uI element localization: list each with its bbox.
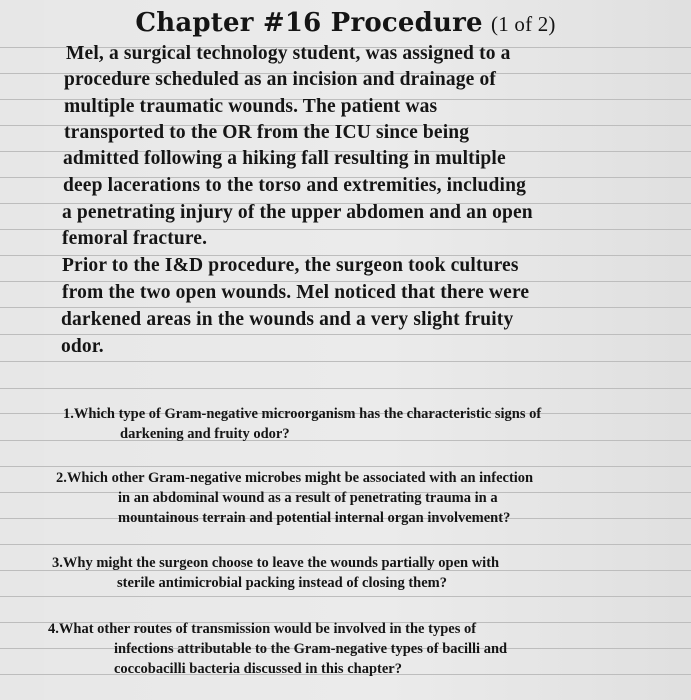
question-number: 3. xyxy=(52,555,63,571)
question-text-line: coccobacilli bacteria discussed in this chapter? xyxy=(114,661,402,677)
question-number: 4. xyxy=(48,621,59,637)
ruled-line xyxy=(0,466,691,467)
question-number: 2. xyxy=(56,470,67,486)
scenario-line: procedure scheduled as an incision and drainage of xyxy=(64,69,497,90)
scenario-line: multiple traumatic wounds. The patient was xyxy=(64,96,438,117)
question-text-line: What other routes of transmission would be involved in the types of xyxy=(58,621,477,637)
scenario-line: transported to the OR from the ICU since being xyxy=(64,122,470,143)
scenario-line: a penetrating injury of the upper abdomen and an open xyxy=(62,202,533,223)
ruled-line xyxy=(0,361,691,362)
question-2 xyxy=(56,470,533,487)
question-number: 1. xyxy=(63,406,74,422)
scenario-line: deep lacerations to the torso and extremities, including xyxy=(63,175,527,196)
question-text-line: in an abdominal wound as a result of penetrating trauma in a xyxy=(118,490,498,506)
question-text-line: Which type of Gram-negative microorganism has the characteristic signs of xyxy=(73,406,542,422)
title-main: Chapter #16 Procedure xyxy=(135,8,483,38)
scenario-line: femoral fracture. xyxy=(62,228,208,249)
question-3 xyxy=(52,555,499,572)
question-text-line: infections attributable to the Gram-negative types of bacilli and xyxy=(114,641,508,657)
scenario-line: Prior to the I&D procedure, the surgeon took cultures xyxy=(62,255,519,276)
question-text-line: darkening and fruity odor? xyxy=(120,426,290,442)
scenario-line: odor. xyxy=(61,336,104,357)
scenario-line: Mel, a surgical technology student, was assigned to a xyxy=(66,43,511,64)
ruled-line xyxy=(0,388,691,389)
ruled-line xyxy=(0,334,691,335)
ruled-line xyxy=(0,596,691,597)
question-4 xyxy=(48,621,476,638)
ruled-line xyxy=(0,307,691,308)
scenario-line: admitted following a hiking fall resulting in multiple xyxy=(63,148,506,169)
page-title xyxy=(0,6,691,39)
question-text-line: Which other Gram-negative microbes might be associated with an infection xyxy=(66,470,534,486)
scenario-line: from the two open wounds. Mel noticed that there were xyxy=(62,282,530,303)
ruled-line xyxy=(0,440,691,441)
scenario-line: darkened areas in the wounds and a very slight fruity xyxy=(61,309,514,330)
question-text-line: mountainous terrain and potential internal organ involvement? xyxy=(118,510,511,526)
ruled-line xyxy=(0,544,691,545)
question-1 xyxy=(63,406,541,423)
question-text-line: sterile antimicrobial packing instead of closing them? xyxy=(117,575,448,591)
title-subtitle: (1 of 2) xyxy=(491,12,556,36)
question-text-line: Why might the surgeon choose to leave the wounds partially open with xyxy=(62,555,500,571)
